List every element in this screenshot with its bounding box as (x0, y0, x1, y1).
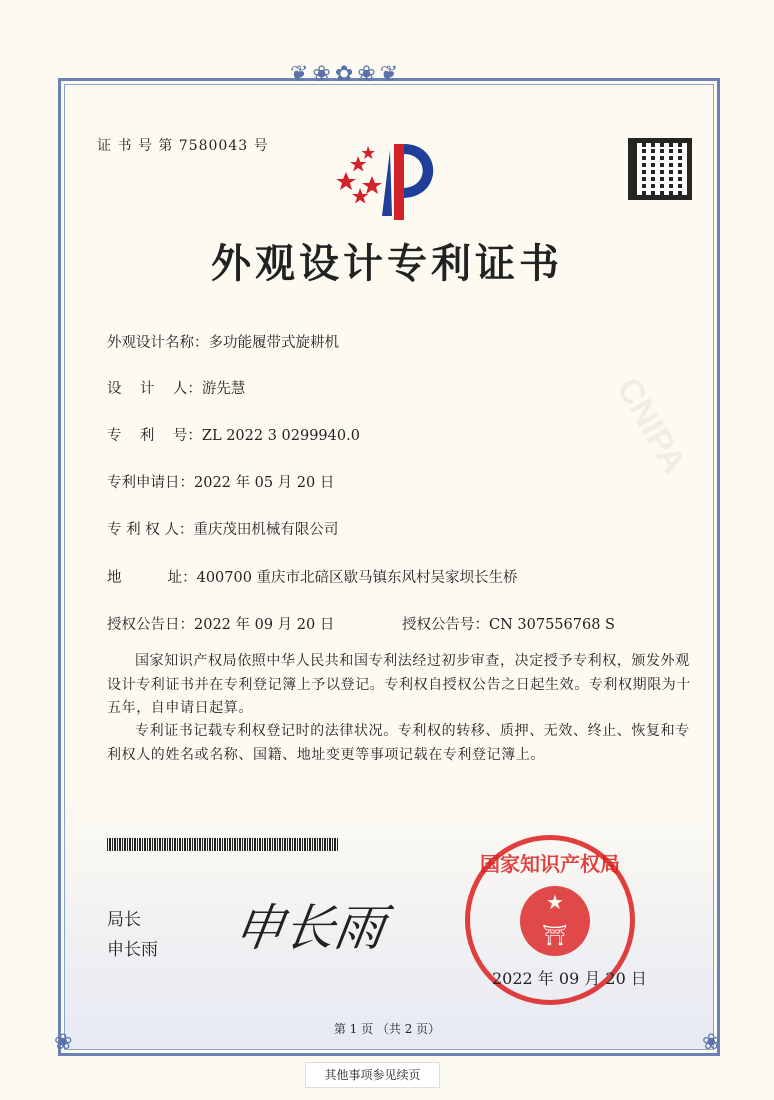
director-signature: 申长雨 (230, 899, 389, 957)
field-value: 多功能履带式旋耕机 (208, 335, 339, 351)
certificate-title: 外观设计专利证书 (211, 241, 563, 287)
field-value: 重庆茂田机械有限公司 (193, 522, 339, 538)
field-design-name (107, 331, 339, 352)
field-address (107, 566, 518, 587)
seal-text: 国家知识产权局 (480, 852, 620, 876)
field-announcement-number (402, 613, 615, 634)
field-value: ZL 2022 3 0299940.0 (201, 428, 360, 444)
field-value: CN 307556768 S (489, 617, 615, 633)
national-emblem-icon: ★ ⛩ (520, 886, 590, 956)
field-label: 专 利 号： (107, 428, 202, 444)
field-label: 地 址： (107, 570, 197, 586)
field-label: 授权公告日： (107, 617, 194, 633)
statement-paragraph: 国家知识产权局依照中华人民共和国专利法经过初步审查，决定授予专利权，颁发外观设计专利证书并在专利登记簿上予以登记。专利权自授权公告之日起生效。专利权期限为十五年，自申请日起算。 (107, 653, 691, 716)
field-value: 游先慧 (201, 381, 246, 397)
watermark: CNIPA (608, 371, 694, 480)
director-name: 申长雨 (107, 940, 158, 960)
field-patent-number (107, 424, 360, 445)
field-filing-date (107, 471, 334, 492)
field-designer (107, 377, 245, 398)
certificate-number: 证 书 号 第 7580043 号 (97, 138, 269, 154)
top-ornament-icon: ❦❀✿❀❦ (290, 62, 403, 87)
field-patentee (107, 518, 338, 539)
statement-paragraph: 专利证书记载专利权登记时的法律状况。专利权的转移、质押、无效、终止、恢复和专利权人的姓名或名称、国籍、地址变更等事项记载在专利登记簿上。 (107, 723, 690, 763)
field-label: 专利申请日： (107, 475, 194, 491)
field-label: 专 利 权 人： (107, 522, 194, 538)
page-indicator: 第 1 页 （共 2 页） (333, 1022, 441, 1036)
field-label: 外观设计名称： (107, 335, 209, 351)
field-value: 2022 年 09 月 20 日 (194, 617, 335, 633)
field-value: 2022 年 05 月 20 日 (194, 475, 335, 491)
director-title: 局长 (107, 910, 141, 930)
field-grant-date (107, 613, 334, 634)
seal-date: 2022 年 09 月 20 日 (492, 969, 647, 988)
continuation-note: 其他事项参见续页 (305, 1062, 440, 1088)
cnipa-logo (332, 136, 452, 226)
qr-code (628, 138, 692, 200)
field-label: 授权公告号： (402, 617, 489, 633)
field-label: 设 计 人： (107, 381, 202, 397)
field-value: 400700 重庆市北碚区歇马镇东风村吴家坝长生桥 (196, 570, 518, 586)
corner-ornament-icon: ❀ (702, 1030, 721, 1055)
barcode (107, 838, 339, 851)
corner-ornament-icon: ❀ (54, 1030, 73, 1055)
